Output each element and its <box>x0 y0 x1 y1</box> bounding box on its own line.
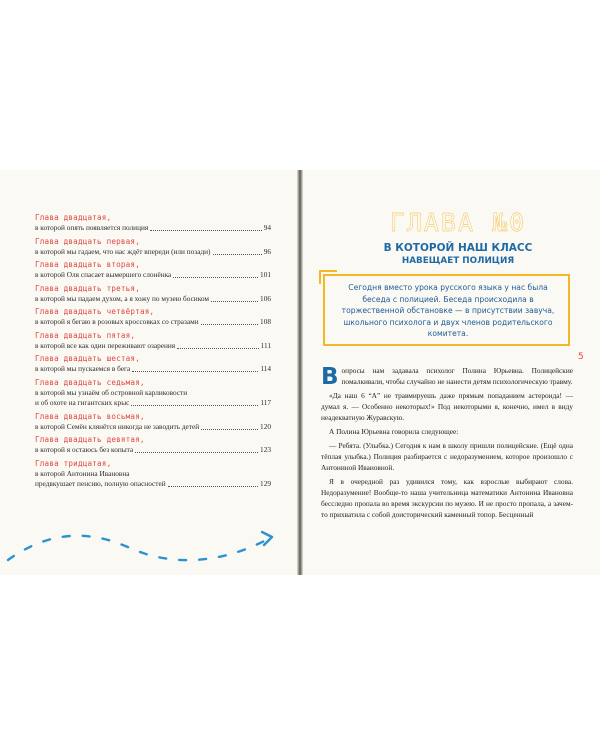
toc-page-number: 111 <box>260 340 271 350</box>
toc-chapter-subtitle: в которой Оля спасает вымершего слонёнка 101 <box>35 270 271 279</box>
toc-entry[interactable] <box>35 353 271 375</box>
toc-page-number: 117 <box>260 398 271 407</box>
toc-page-number: 108 <box>260 317 271 326</box>
toc-page-number: 106 <box>260 293 271 303</box>
toc-page-number: 129 <box>260 479 271 488</box>
toc-entry[interactable] <box>35 236 271 258</box>
page-number: 5 <box>578 352 584 362</box>
right-page <box>303 170 600 575</box>
leader-dots <box>173 277 258 278</box>
paragraph: А Полина Юрьевна говорила следующее: <box>329 426 459 436</box>
toc-chapter-subtitle: в которой мы гадаем, что нас ждёт впереди (или позади) 96 <box>35 246 271 256</box>
toc-page-number: 123 <box>260 445 271 454</box>
toc-page-number: 96 <box>263 246 271 256</box>
toc-chapter-title: Глава двадцать четвёртая, <box>35 307 155 316</box>
toc-chapter-subtitle: в которой я остаюсь без копыта 123 <box>35 445 271 454</box>
toc-chapter-subtitle: и об охоте на гигантских крыс 117 <box>35 398 271 407</box>
chapter-summary-box <box>323 274 570 346</box>
chapter-subtitle-line2: НАВЕЩАЕТ ПОЛИЦИЯ <box>401 256 515 266</box>
toc-chapter-subtitle: в которой мы пускаемся в бега 114 <box>35 364 271 373</box>
drop-cap: В <box>321 364 339 390</box>
chapter-subtitle-line1: В КОТОРОЙ НАШ КЛАСС <box>383 242 533 254</box>
toc-entry[interactable] <box>35 434 271 456</box>
toc-chapter-title: Глава двадцать первая, <box>35 236 140 246</box>
leader-dots <box>168 486 258 487</box>
leader-dots <box>177 348 258 349</box>
leader-dots <box>201 429 258 430</box>
leader-dots <box>132 371 258 372</box>
leader-dots <box>135 452 258 453</box>
toc-entry[interactable] <box>35 330 271 352</box>
paragraph: — Ребята. (Улыбка.) Сегодня к нам в школу пришли полицейские. (Ещё одна тёплая улыбка.) Полиция разбирается с недоразумением, которое произошло с Антониной Ивановной. <box>321 441 573 472</box>
toc-entry[interactable] <box>35 377 271 409</box>
left-page <box>0 170 298 575</box>
leader-dots <box>131 405 258 406</box>
toc-chapter-subtitle: в которой Семён клянётся никогда не заводить детей 120 <box>35 421 271 431</box>
toc-chapter-title: Глава двадцать шестая, <box>35 354 140 363</box>
toc-chapter-subtitle: предвкушает пенсию, полную опасностей 129 <box>35 479 271 488</box>
toc-entry[interactable] <box>35 259 271 281</box>
leader-dots <box>150 230 261 231</box>
toc-chapter-title: Глава двадцать седьмая, <box>35 377 145 387</box>
dashed-wave-arrow-icon <box>0 520 290 570</box>
toc-entry[interactable] <box>35 212 271 234</box>
toc-chapter-title: Глава тридцатая, <box>35 458 112 468</box>
chapter-heading <box>368 208 548 267</box>
toc-chapter-title: Глава двадцать девятая, <box>35 435 145 444</box>
toc-page-number: 101 <box>260 270 271 279</box>
toc-entry[interactable] <box>35 411 271 433</box>
chapter-summary: Сегодня вместо урока русского языка у нас была беседа с полицией. Беседа происходила в торжественной обстановке — в присутствии завуча, школьного психолога и двух членов родительского комитета. <box>341 283 555 338</box>
toc-page-number: 114 <box>260 364 271 373</box>
toc-chapter-title: Глава двадцатая, <box>35 213 112 222</box>
toc-entry[interactable] <box>35 306 271 328</box>
toc-chapter-subtitle: в которой мы падаем духом, а я хожу по музею босиком 106 <box>35 293 271 303</box>
toc-page-number: 120 <box>260 421 271 431</box>
toc-chapter-subtitle-line: в которой мы узнаём об островной карликовости <box>35 387 188 397</box>
leader-dots <box>201 324 258 325</box>
book-spread <box>0 170 600 575</box>
chapter-body <box>321 366 573 524</box>
toc-chapter-title: Глава двадцать пятая, <box>35 330 136 340</box>
table-of-contents <box>35 212 271 492</box>
leader-dots <box>213 254 262 255</box>
toc-chapter-title: Глава двадцать восьмая, <box>35 411 145 421</box>
paragraph: Я в очередной раз удивился тому, как взрослые выбирают слова. Недоразумение! Вообще-то наша учительница математики Антонина Ивановна бесследно пропала во время экскурсии по музею. И не просто пропала, а зачем-то прихватила с собой доисторический каменный топор. Бесценный <box>321 477 573 519</box>
paragraph: Вопросы нам задавала психолог Полина Юрьевна. Полицейские помалкивали, чтобы случайно не нанести детям психологическую травму. <box>321 364 573 390</box>
toc-chapter-subtitle-line: в которой Антонина Ивановна <box>35 468 130 478</box>
toc-chapter-title: Глава двадцать третья, <box>35 283 140 293</box>
chapter-number: ГЛАВА №0 <box>389 208 527 237</box>
toc-chapter-title: Глава двадцать вторая, <box>35 260 140 269</box>
toc-chapter-subtitle: в которой я бегаю в розовых кроссовках со стразами 108 <box>35 317 271 326</box>
paragraph: «Да наш 6 “А” не травмируешь даже прямым попаданием астероида! — думал я. — Особенно некоторых!» Под некоторыми я, конечно, имел в виду неадекватную Журавскую. <box>321 391 573 422</box>
toc-entry[interactable] <box>35 458 271 490</box>
toc-chapter-subtitle: в которой опять появляется полиция 94 <box>35 223 271 232</box>
leader-dots <box>211 301 258 302</box>
toc-page-number: 94 <box>263 223 271 232</box>
toc-chapter-subtitle: в которой все как один переживают озарения 111 <box>35 340 271 350</box>
box-corner-tab <box>319 270 337 284</box>
toc-entry[interactable] <box>35 283 271 305</box>
